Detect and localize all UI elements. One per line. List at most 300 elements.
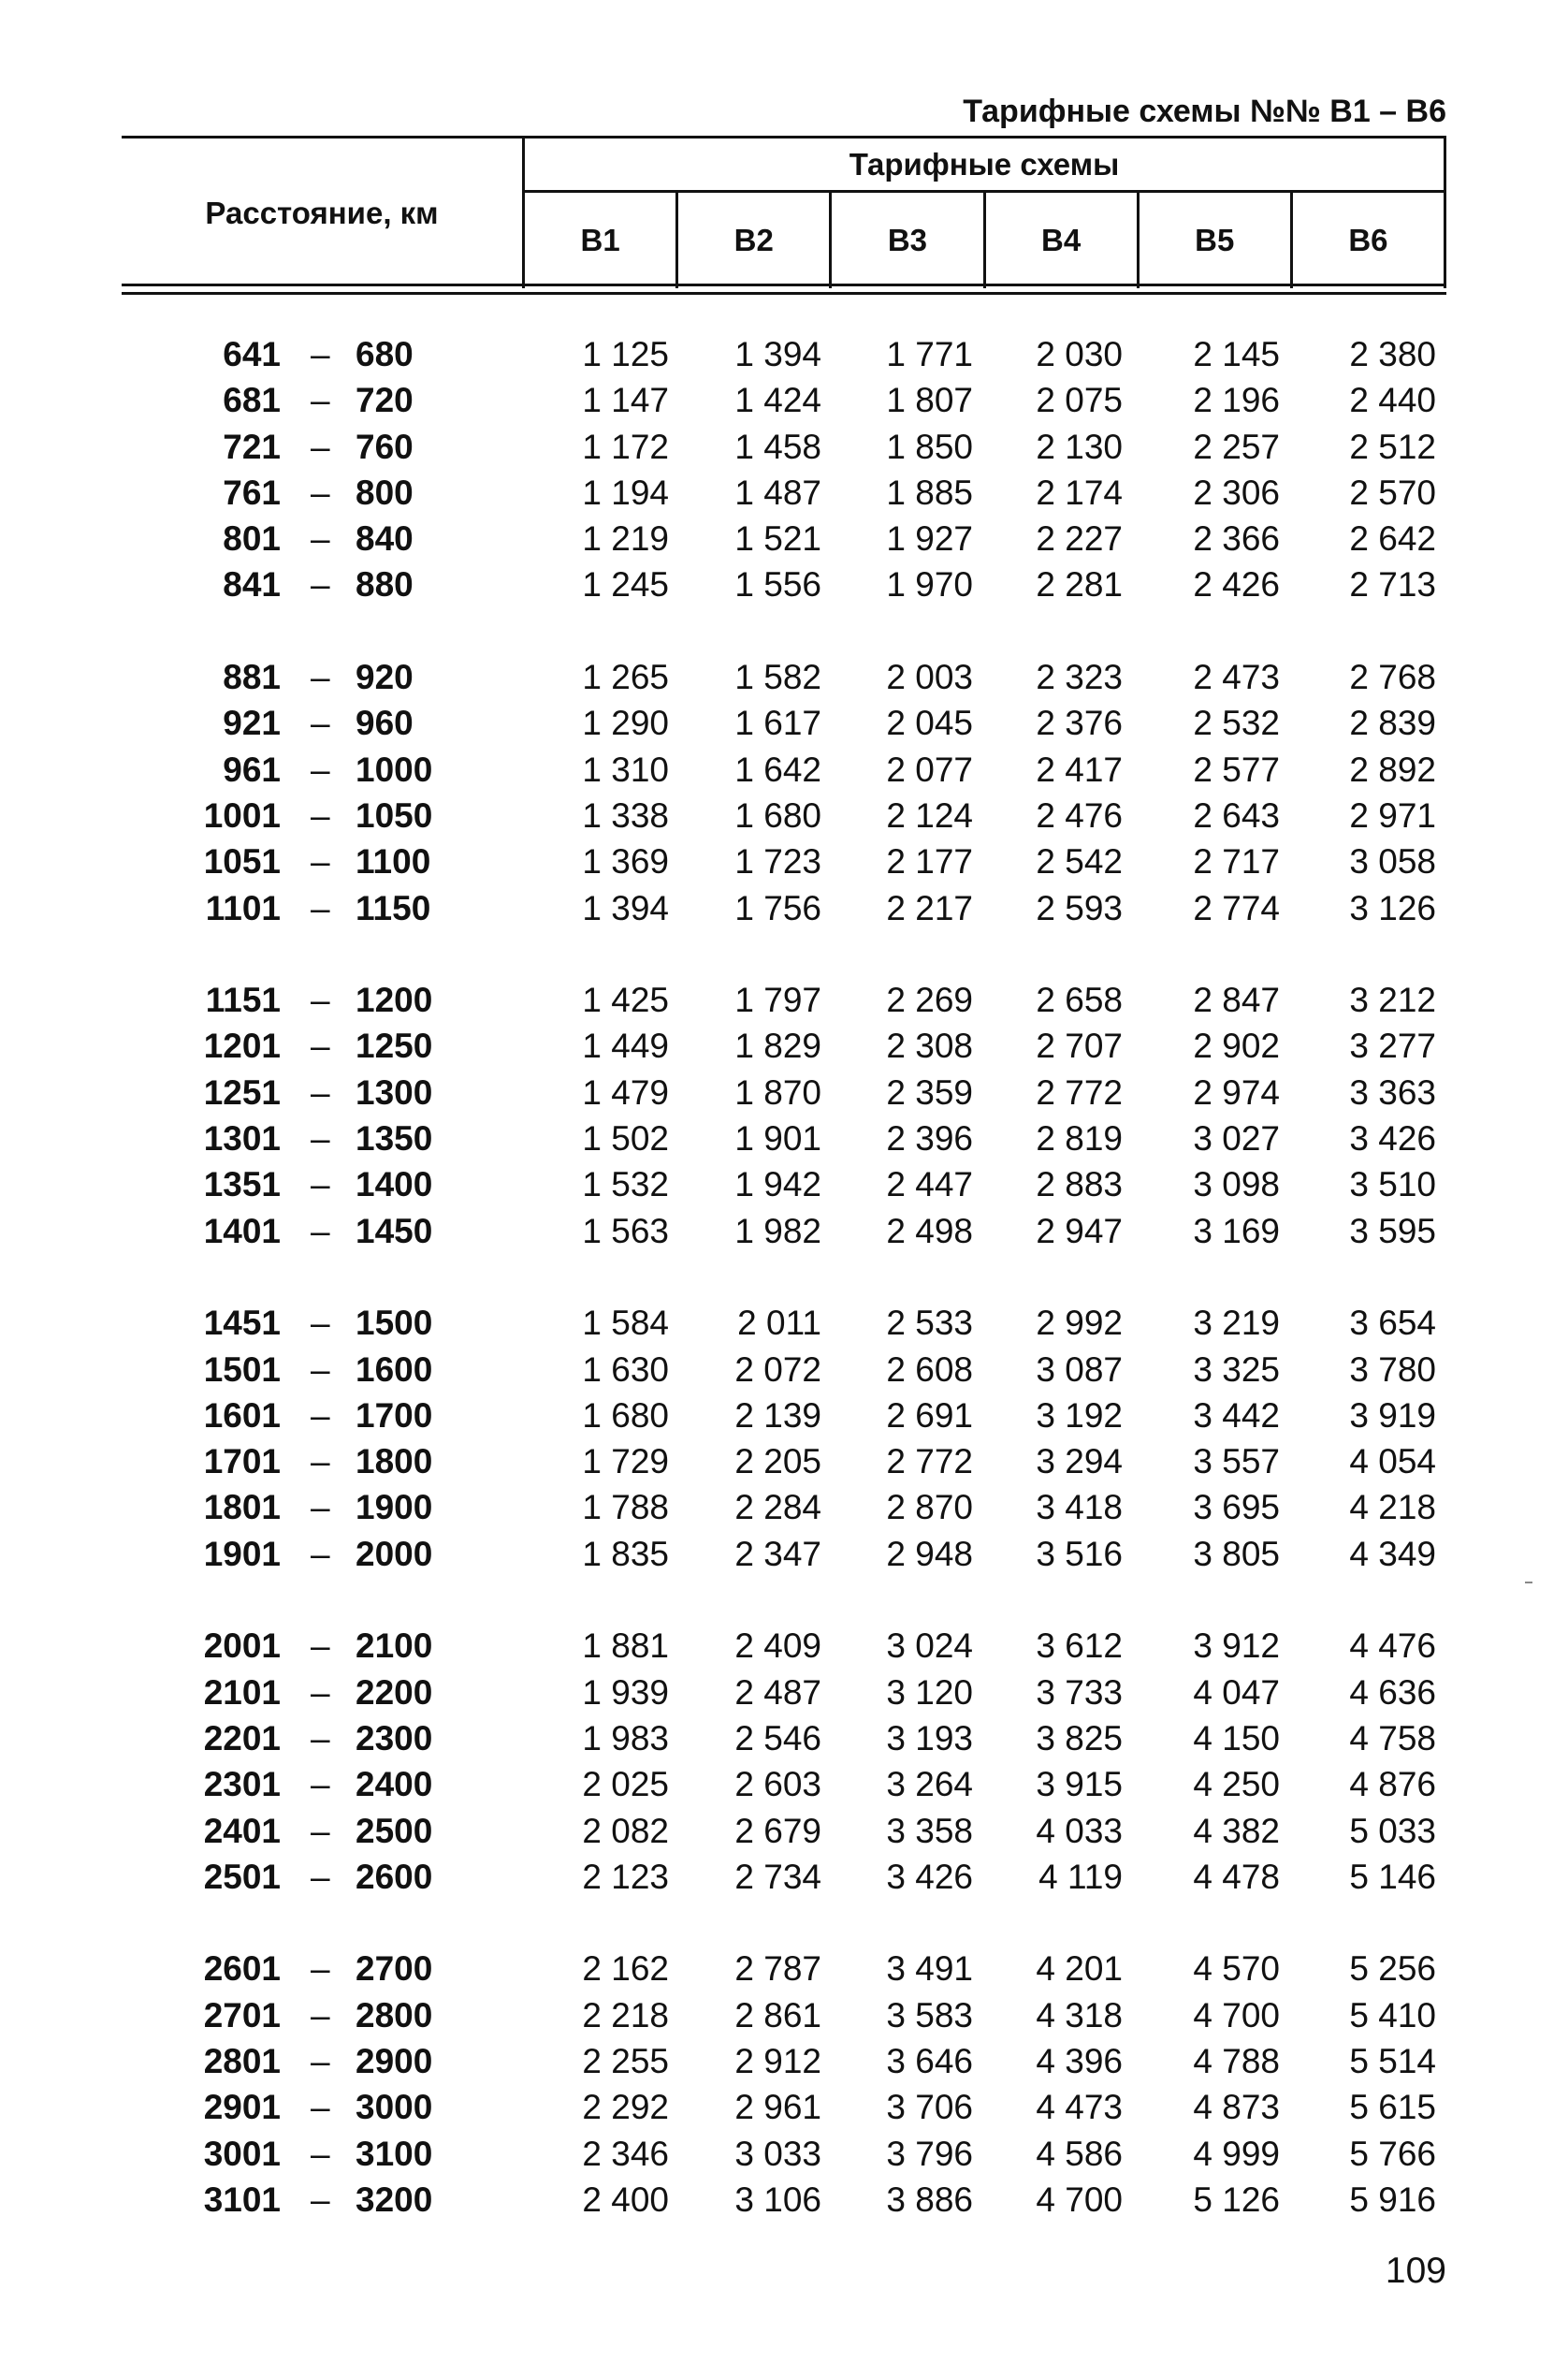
tariff-b4-cell: 2 030	[1036, 335, 1123, 373]
tariff-b5-cell: 2 717	[1193, 842, 1280, 882]
tariff-b2-cell: 1 797	[734, 981, 821, 1020]
table-row	[0, 1438, 1568, 1484]
table-row	[0, 1761, 1568, 1807]
tariff-b1-cell: 1 394	[582, 888, 669, 927]
tariff-b5-cell: 4 382	[1193, 1811, 1280, 1850]
tariff-b4-cell: 2 772	[1036, 1072, 1123, 1112]
tariff-b4-cell: 3 418	[1036, 1488, 1123, 1527]
table-row	[0, 2084, 1568, 2130]
distance-to: 1050	[356, 795, 433, 835]
tariff-b4-cell: 4 033	[1036, 1811, 1123, 1850]
tariff-b5-cell: 4 788	[1193, 2041, 1280, 2080]
tariff-b5-cell: 4 150	[1193, 1718, 1280, 1757]
tariff-b6-cell: 3 126	[1349, 888, 1436, 927]
distance-dash: –	[311, 1349, 330, 1389]
group-spacer	[0, 1577, 1568, 1623]
tariff-b6-cell: 3 277	[1349, 1027, 1436, 1066]
distance-to: 800	[356, 473, 414, 512]
tariff-b4-cell: 2 323	[1036, 658, 1123, 697]
distance-to: 2200	[356, 1672, 433, 1712]
table-row	[0, 424, 1568, 470]
tariff-b6-cell: 2 380	[1349, 335, 1436, 373]
tariff-b2-cell: 2 072	[734, 1349, 821, 1389]
table-row	[0, 1116, 1568, 1161]
table-row	[0, 1070, 1568, 1116]
distance-to: 1350	[356, 1119, 433, 1159]
tariff-b5-cell: 2 847	[1193, 981, 1280, 1020]
tariff-b1-cell: 1 788	[582, 1488, 669, 1527]
tariff-b6-cell: 5 256	[1349, 1949, 1436, 1989]
tariff-b6-cell: 2 892	[1349, 750, 1436, 789]
tariff-b2-cell: 1 870	[734, 1072, 821, 1112]
tariff-b4-cell: 2 658	[1036, 981, 1123, 1020]
tariff-b3-cell: 2 772	[886, 1442, 973, 1481]
tariff-b6-cell: 2 570	[1349, 473, 1436, 512]
tariff-b3-cell: 2 177	[886, 842, 973, 882]
distance-dash: –	[311, 704, 330, 743]
tariff-b4-cell: 2 819	[1036, 1119, 1123, 1159]
tariff-b6-cell: 2 713	[1349, 565, 1436, 605]
tariff-b2-cell: 2 139	[734, 1395, 821, 1435]
tariff-b1-cell: 1 729	[582, 1442, 669, 1481]
table-row	[0, 1670, 1568, 1715]
tariff-b5-cell: 2 366	[1193, 519, 1280, 559]
distance-dash: –	[311, 1857, 330, 1896]
distance-dash: –	[311, 473, 330, 512]
tariff-b5-cell: 3 557	[1193, 1442, 1280, 1481]
table-row	[0, 1715, 1568, 1761]
tariff-b4-cell: 2 883	[1036, 1165, 1123, 1204]
column-header-b6: В6	[1290, 193, 1444, 288]
tariff-b5-cell: 2 473	[1193, 658, 1280, 697]
distance-to: 1250	[356, 1027, 433, 1066]
distance-from: 1451	[203, 1304, 281, 1343]
group-spacer	[0, 1900, 1568, 1946]
tariff-b3-cell: 2 691	[886, 1395, 973, 1435]
distance-from: 1501	[203, 1349, 281, 1389]
tariff-b5-cell: 4 478	[1193, 1857, 1280, 1896]
tariff-b1-cell: 1 425	[582, 981, 669, 1020]
tariff-b6-cell: 5 514	[1349, 2041, 1436, 2080]
tariff-b4-cell: 2 227	[1036, 519, 1123, 559]
tariff-b2-cell: 1 942	[734, 1165, 821, 1204]
tariff-b1-cell: 2 346	[582, 2134, 669, 2173]
tariff-b4-cell: 4 700	[1036, 2180, 1123, 2219]
tariff-b6-cell: 3 426	[1349, 1119, 1436, 1159]
distance-dash: –	[311, 1488, 330, 1527]
tariff-b6-cell: 4 218	[1349, 1488, 1436, 1527]
tariff-b3-cell: 3 264	[886, 1765, 973, 1804]
tariff-b4-cell: 2 130	[1036, 427, 1123, 466]
tariff-b2-cell: 1 723	[734, 842, 821, 882]
distance-dash: –	[311, 1672, 330, 1712]
distance-from: 2201	[203, 1718, 281, 1757]
tariff-b3-cell: 3 646	[886, 2041, 973, 2080]
distance-to: 1300	[356, 1072, 433, 1112]
distance-from: 1701	[203, 1442, 281, 1481]
distance-to: 1500	[356, 1304, 433, 1343]
distance-from: 2001	[203, 1626, 281, 1666]
distance-to: 2400	[356, 1765, 433, 1804]
tariff-b4-cell: 3 612	[1036, 1626, 1123, 1666]
tariff-b5-cell: 2 577	[1193, 750, 1280, 789]
table-row	[0, 377, 1568, 423]
table-header	[122, 136, 1446, 293]
tariff-b1-cell: 2 082	[582, 1811, 669, 1850]
table-row	[0, 331, 1568, 377]
tariff-b3-cell: 3 426	[886, 1857, 973, 1896]
tariff-b4-cell: 3 087	[1036, 1349, 1123, 1389]
table-row	[0, 1023, 1568, 1069]
distance-from: 2401	[203, 1811, 281, 1850]
distance-to: 2700	[356, 1949, 433, 1989]
distance-dash: –	[311, 1304, 330, 1343]
tariff-b1-cell: 1 125	[582, 335, 669, 373]
distance-to: 1700	[356, 1395, 433, 1435]
tariff-b6-cell: 2 971	[1349, 795, 1436, 835]
distance-to: 2100	[356, 1626, 433, 1666]
tariff-b5-cell: 4 250	[1193, 1765, 1280, 1804]
tariff-b4-cell: 3 192	[1036, 1395, 1123, 1435]
tariff-b3-cell: 1 885	[886, 473, 973, 512]
distance-to: 720	[356, 381, 414, 420]
distance-from: 2801	[203, 2041, 281, 2080]
tariff-b5-cell: 3 169	[1193, 1211, 1280, 1250]
tariff-b6-cell: 4 349	[1349, 1534, 1436, 1573]
tariff-b6-cell: 2 839	[1349, 704, 1436, 743]
tariff-b5-cell: 4 873	[1193, 2088, 1280, 2127]
tariff-b6-cell: 4 636	[1349, 1672, 1436, 1712]
margin-mark	[1525, 1582, 1532, 1583]
tariff-b5-cell: 2 902	[1193, 1027, 1280, 1066]
distance-dash: –	[311, 1027, 330, 1066]
tariff-b6-cell: 5 916	[1349, 2180, 1436, 2219]
distance-dash: –	[311, 565, 330, 605]
tariff-b3-cell: 3 583	[886, 1995, 973, 2034]
tariff-b1-cell: 1 630	[582, 1349, 669, 1389]
distance-dash: –	[311, 750, 330, 789]
tariff-b4-cell: 2 992	[1036, 1304, 1123, 1343]
distance-from: 2301	[203, 1765, 281, 1804]
tariff-b3-cell: 2 217	[886, 888, 973, 927]
page-title: Тарифные схемы №№ В1 – В6	[963, 94, 1446, 129]
tariff-b1-cell: 2 218	[582, 1995, 669, 2034]
distance-dash: –	[311, 1765, 330, 1804]
tariff-b1-cell: 1 502	[582, 1119, 669, 1159]
tariff-b3-cell: 3 358	[886, 1811, 973, 1850]
distance-dash: –	[311, 1395, 330, 1435]
distance-dash: –	[311, 2134, 330, 2173]
distance-from: 1251	[203, 1072, 281, 1112]
distance-from: 2501	[203, 1857, 281, 1896]
tariff-b4-cell: 2 542	[1036, 842, 1123, 882]
distance-to: 2300	[356, 1718, 433, 1757]
tariff-b4-cell: 4 318	[1036, 1995, 1123, 2034]
distance-to: 3200	[356, 2180, 433, 2219]
tariff-b2-cell: 3 106	[734, 2180, 821, 2219]
tariff-b1-cell: 1 479	[582, 1072, 669, 1112]
tariff-b2-cell: 2 546	[734, 1718, 821, 1757]
tariff-b3-cell: 2 359	[886, 1072, 973, 1112]
tariff-b1-cell: 1 290	[582, 704, 669, 743]
tariff-b2-cell: 1 982	[734, 1211, 821, 1250]
tariff-b5-cell: 3 912	[1193, 1626, 1280, 1666]
table-row	[0, 977, 1568, 1023]
distance-from: 641	[223, 335, 281, 373]
tariff-b4-cell: 2 417	[1036, 750, 1123, 789]
distance-from: 2101	[203, 1672, 281, 1712]
tariff-b2-cell: 2 205	[734, 1442, 821, 1481]
table-row	[0, 793, 1568, 839]
table-row	[0, 1347, 1568, 1393]
tariff-b2-cell: 1 617	[734, 704, 821, 743]
tariff-b1-cell: 2 025	[582, 1765, 669, 1804]
distance-from: 1151	[205, 981, 281, 1020]
distance-dash: –	[311, 335, 330, 373]
tariff-b2-cell: 2 284	[734, 1488, 821, 1527]
tariff-b6-cell: 3 510	[1349, 1165, 1436, 1204]
column-header-b5: В5	[1137, 193, 1290, 288]
tariff-b4-cell: 2 947	[1036, 1211, 1123, 1250]
tariff-b5-cell: 3 219	[1193, 1304, 1280, 1343]
tariff-b4-cell: 2 476	[1036, 795, 1123, 835]
tariff-b2-cell: 1 487	[734, 473, 821, 512]
tariff-b6-cell: 3 212	[1349, 981, 1436, 1020]
group-spacer	[0, 1254, 1568, 1300]
distance-from: 721	[223, 427, 281, 466]
distance-from: 921	[223, 704, 281, 743]
distance-to: 920	[356, 658, 414, 697]
tariff-b4-cell: 4 586	[1036, 2134, 1123, 2173]
tariff-b6-cell: 4 876	[1349, 1765, 1436, 1804]
tariff-b2-cell: 1 521	[734, 519, 821, 559]
distance-dash: –	[311, 1995, 330, 2034]
table-row	[0, 1623, 1568, 1669]
table-row	[0, 2038, 1568, 2084]
tariff-b4-cell: 3 825	[1036, 1718, 1123, 1757]
distance-to: 2800	[356, 1995, 433, 2034]
tariff-b3-cell: 1 807	[886, 381, 973, 420]
tariff-b6-cell: 3 058	[1349, 842, 1436, 882]
distance-from: 2701	[203, 1995, 281, 2034]
tariff-b5-cell: 2 145	[1193, 335, 1280, 373]
distance-dash: –	[311, 1072, 330, 1112]
tariff-b6-cell: 3 654	[1349, 1304, 1436, 1343]
table-row	[0, 2131, 1568, 2177]
tariff-b4-cell: 3 516	[1036, 1534, 1123, 1573]
tariff-b6-cell: 5 615	[1349, 2088, 1436, 2127]
tariff-b4-cell: 2 593	[1036, 888, 1123, 927]
distance-from: 2901	[203, 2088, 281, 2127]
distance-from: 1101	[205, 888, 281, 927]
table-row	[0, 747, 1568, 793]
tariff-b6-cell: 4 476	[1349, 1626, 1436, 1666]
schemes-header-box	[522, 139, 1446, 288]
column-header-b4: В4	[983, 193, 1137, 288]
tariff-b5-cell: 4 999	[1193, 2134, 1280, 2173]
tariff-b3-cell: 3 024	[886, 1626, 973, 1666]
tariff-b1-cell: 2 292	[582, 2088, 669, 2127]
tariff-b5-cell: 2 532	[1193, 704, 1280, 743]
table-row	[0, 470, 1568, 516]
distance-from: 961	[223, 750, 281, 789]
tariff-b1-cell: 2 255	[582, 2041, 669, 2080]
tariff-b5-cell: 4 700	[1193, 1995, 1280, 2034]
tariff-b5-cell: 2 643	[1193, 795, 1280, 835]
tariff-b2-cell: 2 409	[734, 1626, 821, 1666]
tariff-b3-cell: 1 970	[886, 565, 973, 605]
tariff-b6-cell: 4 758	[1349, 1718, 1436, 1757]
table-row	[0, 1946, 1568, 1991]
distance-dash: –	[311, 1718, 330, 1757]
tariff-b2-cell: 3 033	[734, 2134, 821, 2173]
tariff-b4-cell: 2 075	[1036, 381, 1123, 420]
distance-to: 2500	[356, 1811, 433, 1850]
page-number: 109	[1385, 2251, 1446, 2291]
tariff-b1-cell: 1 881	[582, 1626, 669, 1666]
distance-to: 1400	[356, 1165, 433, 1204]
tariff-b3-cell: 2 447	[886, 1165, 973, 1204]
distance-to: 1000	[356, 750, 433, 789]
header-double-rule	[122, 284, 1446, 295]
tariff-b3-cell: 1 850	[886, 427, 973, 466]
tariff-b5-cell: 2 974	[1193, 1072, 1280, 1112]
tariff-b4-cell: 3 733	[1036, 1672, 1123, 1712]
tariff-b5-cell: 3 325	[1193, 1349, 1280, 1389]
tariff-b3-cell: 3 796	[886, 2134, 973, 2173]
tariff-b1-cell: 1 584	[582, 1304, 669, 1343]
table-row	[0, 1854, 1568, 1900]
distance-dash: –	[311, 658, 330, 697]
distance-to: 760	[356, 427, 414, 466]
tariff-b2-cell: 1 680	[734, 795, 821, 835]
distance-dash: –	[311, 1119, 330, 1159]
distance-from: 2601	[203, 1949, 281, 1989]
tariff-b1-cell: 1 449	[582, 1027, 669, 1066]
tariff-b3-cell: 2 045	[886, 704, 973, 743]
tariff-b4-cell: 2 707	[1036, 1027, 1123, 1066]
distance-from: 881	[223, 658, 281, 697]
tariff-b6-cell: 4 054	[1349, 1442, 1436, 1481]
tariff-b5-cell: 4 570	[1193, 1949, 1280, 1989]
table-row	[0, 654, 1568, 700]
tariff-b6-cell: 3 363	[1349, 1072, 1436, 1112]
table-row	[0, 1300, 1568, 1346]
column-header-b1: В1	[580, 223, 620, 257]
tariff-b4-cell: 4 396	[1036, 2041, 1123, 2080]
tariff-b2-cell: 2 734	[734, 1857, 821, 1896]
distance-dash: –	[311, 1442, 330, 1481]
tariff-b2-cell: 2 787	[734, 1949, 821, 1989]
tariff-b3-cell: 3 491	[886, 1949, 973, 1989]
distance-dash: –	[311, 842, 330, 882]
tariff-b5-cell: 2 196	[1193, 381, 1280, 420]
tariff-b6-cell: 2 642	[1349, 519, 1436, 559]
distance-to: 2900	[356, 2041, 433, 2080]
tariff-b3-cell: 2 269	[886, 981, 973, 1020]
distance-dash: –	[311, 1165, 330, 1204]
distance-dash: –	[311, 519, 330, 559]
schemes-group-header: Тарифные схемы	[525, 139, 1444, 193]
tariff-b3-cell: 2 308	[886, 1027, 973, 1066]
distance-column-header: Расстояние, км	[205, 196, 439, 230]
tariff-b4-cell: 3 294	[1036, 1442, 1123, 1481]
tariff-b3-cell: 2 003	[886, 658, 973, 697]
tariff-b4-cell: 3 915	[1036, 1765, 1123, 1804]
distance-to: 880	[356, 565, 414, 605]
tariff-b3-cell: 3 193	[886, 1718, 973, 1757]
scheme-column-headers	[525, 193, 1444, 288]
tariff-b5-cell: 2 774	[1193, 888, 1280, 927]
distance-to: 1450	[356, 1211, 433, 1250]
tariff-b1-cell: 1 310	[582, 750, 669, 789]
distance-dash: –	[311, 2041, 330, 2080]
tariff-b1-cell: 1 532	[582, 1165, 669, 1204]
tariff-b6-cell: 3 780	[1349, 1349, 1436, 1389]
tariff-b5-cell: 4 047	[1193, 1672, 1280, 1712]
tariff-b1-cell: 1 939	[582, 1672, 669, 1712]
tariff-b2-cell: 2 679	[734, 1811, 821, 1850]
tariff-b5-cell: 2 426	[1193, 565, 1280, 605]
tariff-b3-cell: 2 533	[886, 1304, 973, 1343]
table-row	[0, 839, 1568, 884]
tariff-b2-cell: 2 011	[737, 1304, 821, 1343]
distance-dash: –	[311, 888, 330, 927]
tariff-b1-cell: 1 983	[582, 1718, 669, 1757]
tariff-b1-cell: 1 265	[582, 658, 669, 697]
tariff-b2-cell: 2 861	[734, 1995, 821, 2034]
tariff-b1-cell: 1 219	[582, 519, 669, 559]
tariff-b4-cell: 4 473	[1036, 2088, 1123, 2127]
distance-from: 1351	[203, 1165, 281, 1204]
tariff-b2-cell: 1 458	[734, 427, 821, 466]
tariff-b5-cell: 3 805	[1193, 1534, 1280, 1573]
tariff-b5-cell: 2 257	[1193, 427, 1280, 466]
tariff-b3-cell: 2 077	[886, 750, 973, 789]
tariff-b3-cell: 2 608	[886, 1349, 973, 1389]
tariff-b3-cell: 2 396	[886, 1119, 973, 1159]
table-row	[0, 1531, 1568, 1577]
distance-from: 1601	[203, 1395, 281, 1435]
distance-from: 1401	[203, 1211, 281, 1250]
tariff-b2-cell: 1 642	[734, 750, 821, 789]
tariff-b3-cell: 2 498	[886, 1211, 973, 1250]
tariff-b2-cell: 1 394	[734, 335, 821, 373]
distance-from: 1301	[203, 1119, 281, 1159]
table-row	[0, 1208, 1568, 1254]
distance-from: 1201	[203, 1027, 281, 1066]
distance-dash: –	[311, 2180, 330, 2219]
tariff-b4-cell: 2 281	[1036, 565, 1123, 605]
table-row	[0, 1992, 1568, 2038]
distance-from: 1001	[203, 795, 281, 835]
table-row	[0, 885, 1568, 931]
tariff-b3-cell: 3 886	[886, 2180, 973, 2219]
tariff-b4-cell: 2 174	[1036, 473, 1123, 512]
tariff-b5-cell: 5 126	[1193, 2180, 1280, 2219]
tariff-b4-cell: 2 376	[1036, 704, 1123, 743]
tariff-b4-cell: 4 119	[1038, 1857, 1123, 1896]
distance-dash: –	[311, 1811, 330, 1850]
distance-to: 1600	[356, 1349, 433, 1389]
tariff-b3-cell: 3 120	[886, 1672, 973, 1712]
distance-to: 1800	[356, 1442, 433, 1481]
distance-dash: –	[311, 1626, 330, 1666]
tariff-b6-cell: 5 033	[1349, 1811, 1436, 1850]
tariff-b2-cell: 1 756	[734, 888, 821, 927]
distance-to: 840	[356, 519, 414, 559]
distance-from: 801	[223, 519, 281, 559]
